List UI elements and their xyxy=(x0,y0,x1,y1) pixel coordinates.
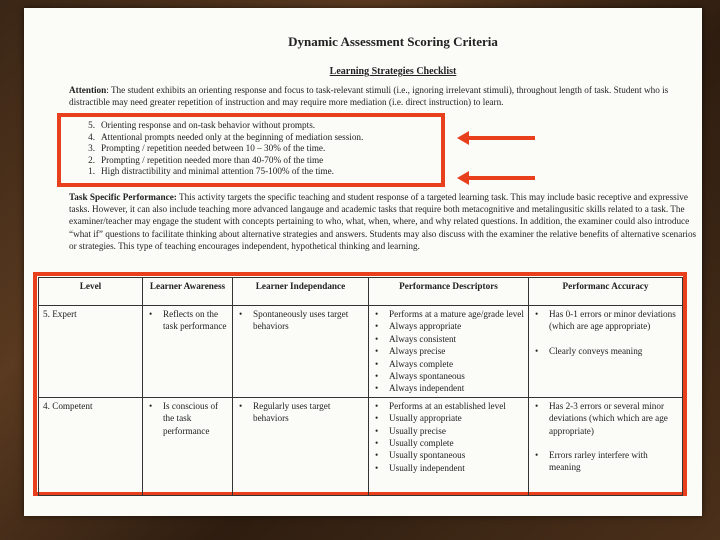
attention-scale-highlight xyxy=(57,113,445,187)
scale-number: 5. xyxy=(88,120,95,130)
arrow-left-icon xyxy=(467,176,535,180)
column-header: Learner Independance xyxy=(233,278,369,306)
attention-text: : The student exhibits an orienting response and focus to task-relevant stimuli (i.e., ignoring irrelevant stimuli), throughout length of task. Student who is distractible may need greater repetition of instruction and may require more mediation (i.e. direct instruction) to learn. xyxy=(69,85,669,108)
awareness-item: • Is conscious of the task performance xyxy=(147,400,228,437)
subtitle: Learning Strategies Checklist xyxy=(329,66,457,77)
accuracy-item: • Errors rarley interfere with meaning xyxy=(533,449,678,474)
column-header: Performance Descriptors xyxy=(369,278,529,306)
scale-number: 2. xyxy=(88,154,95,165)
descriptor-item: • Usually spontaneous xyxy=(373,449,524,461)
descriptor-item: • Performs at an established level xyxy=(373,400,524,412)
column-header: Level xyxy=(39,278,143,306)
scale-text: High distractibility and minimal attention 75-100% of the time. xyxy=(101,166,334,177)
descriptor-item: • Usually precise xyxy=(373,425,524,437)
descriptor-item: • Usually independent xyxy=(373,462,524,474)
table-highlight xyxy=(33,272,687,496)
scale-number: 3. xyxy=(88,143,95,154)
scale-item xyxy=(81,166,441,178)
scale-text: Prompting / repetition needed more than 40-70% of the time xyxy=(101,154,324,165)
column-header: Learner Awareness xyxy=(143,278,233,306)
scale-text: Attentional prompts needed only at the beginning of mediation session. xyxy=(101,131,364,142)
scale-item xyxy=(81,120,441,132)
descriptor-item: • Always consistent xyxy=(373,333,524,345)
descriptor-item: • Always appropriate xyxy=(373,320,524,332)
descriptor-item: • Performs at a mature age/grade level xyxy=(373,308,524,320)
descriptor-item: • Always complete xyxy=(373,358,524,370)
scale-item xyxy=(81,155,441,167)
attention-paragraph xyxy=(69,84,699,108)
scale-text: Orienting response and on-task behavior without prompts. xyxy=(101,120,316,130)
level-cell: 5. Expert xyxy=(39,306,143,398)
column-header: Performanc Accuracy xyxy=(529,278,683,306)
attention-scale-list xyxy=(81,120,441,178)
accuracy-item: • Has 0-1 errors or minor deviations (which are age appropriate) xyxy=(533,308,678,333)
accuracy-item: • Has 2-3 errors or several minor deviations (which which are age appropriate) xyxy=(533,400,678,437)
document-page xyxy=(24,8,702,516)
task-label: Task Specific Performance: xyxy=(69,192,177,202)
descriptor-item: • Always spontaneous xyxy=(373,370,524,382)
scale-text: Prompting / repetition needed between 10 – 30% of the time. xyxy=(101,143,326,154)
descriptor-item: • Usually complete xyxy=(373,437,524,449)
table-row xyxy=(39,306,683,398)
scale-number: 4. xyxy=(88,131,95,142)
descriptor-item: • Always precise xyxy=(373,345,524,357)
arrow-left-icon xyxy=(467,136,535,140)
task-text: This activity targets the specific teaching and student response of a targeted learning task. This may include basic receptive and expressive tasks. However, it can also include teaching more advanced langauge and academic tasks that require both metacognitive and metalingusitic skills related to a task. The examiner/teacher may engage the student with concepts pertaining to who, what, when, where, and why related questions. In addition, the examiner could also introduce “what if” questions to facilitate thinking about alternative strategies and answers. Students may also discuss with the examiner the relative benefits of alternative scenarios or strategies. This type of teaching encourages independent, hypothetical thinking and learning. xyxy=(69,192,697,251)
independence-item: • Spontaneously uses target behaviors xyxy=(237,308,364,333)
task-paragraph xyxy=(69,191,699,252)
scale-number: 1. xyxy=(88,166,95,177)
accuracy-item: • Clearly conveys meaning xyxy=(533,345,678,357)
awareness-item: • Reflects on the task performance xyxy=(147,308,228,333)
scoring-table xyxy=(38,277,683,496)
scale-item xyxy=(81,143,441,155)
scale-item xyxy=(81,132,441,144)
page-title: Dynamic Assessment Scoring Criteria xyxy=(288,34,498,49)
attention-label: Attention xyxy=(69,85,107,95)
independence-item: • Regularly uses target behaviors xyxy=(237,400,364,425)
level-cell: 4. Competent xyxy=(39,397,143,495)
descriptor-item: • Always independent xyxy=(373,382,524,394)
table-row xyxy=(39,397,683,495)
descriptor-item: • Usually appropriate xyxy=(373,412,524,424)
